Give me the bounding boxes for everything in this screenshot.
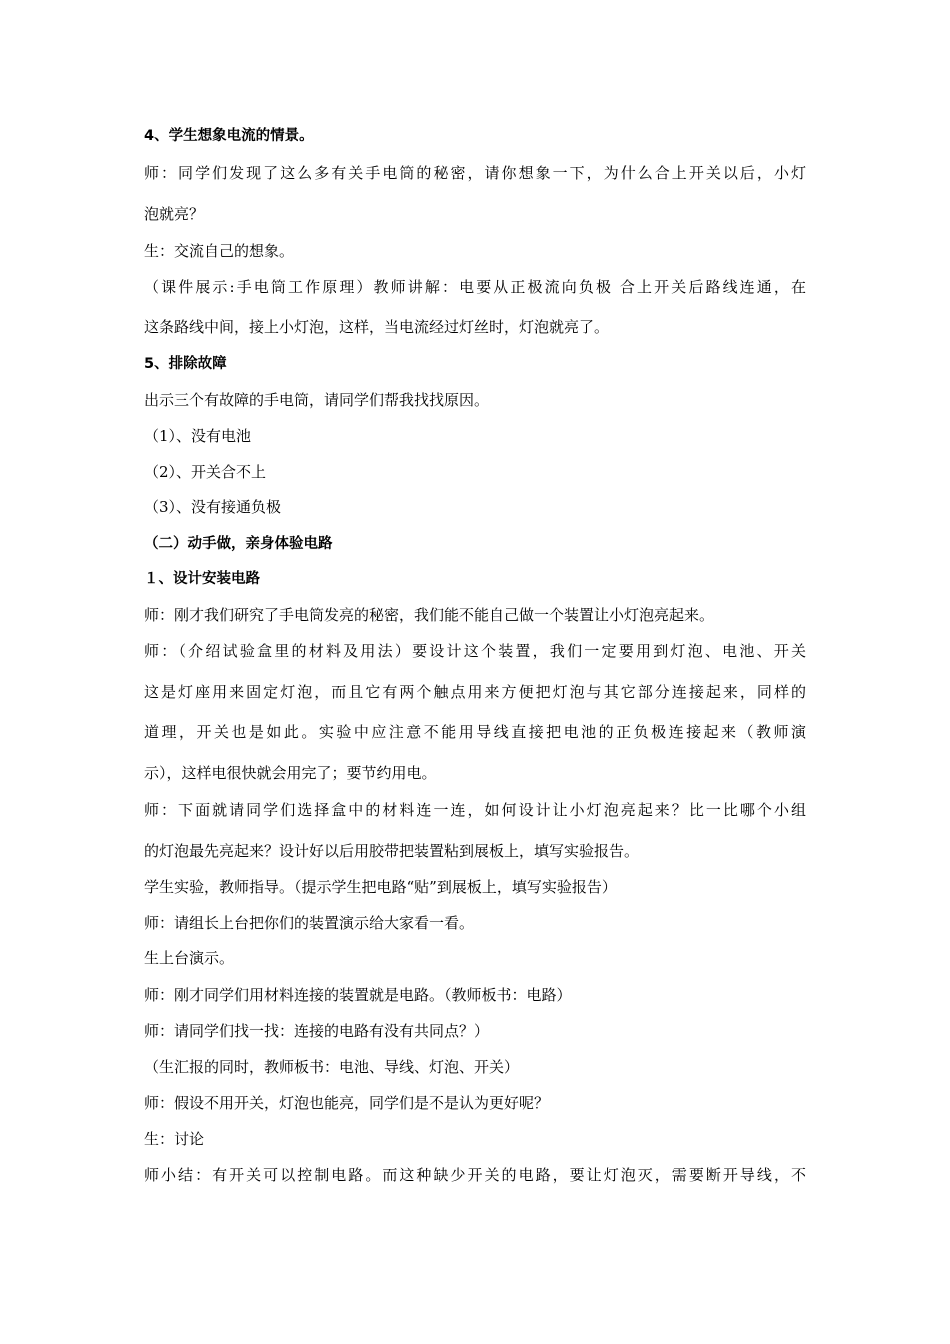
paragraph-line: 出示三个有故障的手电筒，请同学们帮我找找原因。: [144, 391, 490, 409]
paragraph-line: 这条路线中间，接上小灯泡，这样，当电流经过灯丝时，灯泡就亮了。: [144, 318, 610, 336]
paragraph-line: 师：同学们发现了这么多有关手电筒的秘密，请你想象一下，为什么合上开关以后，小灯: [144, 164, 806, 182]
heading-hands-on: （二）动手做，亲身体验电路: [144, 536, 333, 552]
paragraph-line: 生：交流自己的想象。: [144, 242, 295, 260]
paragraph-line: 的灯泡最先亮起来？设计好以后用胶带把装置粘到展板上，填写实验报告。: [144, 842, 640, 860]
paragraph-line: 师：刚才我们研究了手电筒发亮的秘密，我们能不能自己做一个装置让小灯泡亮起来。: [144, 606, 715, 624]
paragraph-line: 示），这样电很快就会用完了；要节约用电。: [144, 764, 437, 782]
list-item: （3）、没有接通负极: [144, 498, 282, 516]
paragraph-line: 师：刚才同学们用材料连接的装置就是电路。（教师板书：电路）: [144, 986, 572, 1004]
paragraph-line: 师：（介绍试验盒里的材料及用法）要设计这个装置，我们一定要用到灯泡、电池、开关: [144, 642, 806, 660]
heading-design-circuit: １、设计安装电路: [144, 571, 260, 587]
paragraph-line: 师小结：有开关可以控制电路。而这种缺少开关的电路，要让灯泡灭，需要断开导线，不: [144, 1166, 806, 1184]
paragraph-line: （生汇报的同时，教师板书：电池、导线、灯泡、开关）: [144, 1058, 520, 1076]
paragraph-line: 师：请组长上台把你们的装置演示给大家看一看。: [144, 914, 475, 932]
paragraph-line: 师：请同学们找一找：连接的电路有没有共同点？）: [144, 1022, 490, 1040]
paragraph-line: 学生实验，教师指导。（提示学生把电路“贴”到展板上，填写实验报告）: [144, 878, 617, 896]
heading-imagine-current: 4、学生想象电流的情景。: [144, 128, 314, 144]
paragraph-line: （课件展示:手电筒工作原理）教师讲解：电要从正极流向负极 合上开关后路线连通，在: [144, 278, 806, 296]
paragraph-line: 这是灯座用来固定灯泡，而且它有两个触点用来方便把灯泡与其它部分连接起来，同样的: [144, 683, 806, 701]
paragraph-line: 生：讨论: [144, 1130, 205, 1148]
paragraph-line: 生上台演示。: [144, 949, 235, 967]
list-item: （2）、开关合不上: [144, 463, 267, 481]
paragraph-line: 泡就亮？: [144, 205, 205, 223]
paragraph-line: 师：下面就请同学们选择盒中的材料连一连，如何设计让小灯泡亮起来？比一比哪个小组: [144, 801, 806, 819]
list-item: （1）、没有电池: [144, 427, 252, 445]
paragraph-line: 师：假设不用开关，灯泡也能亮，同学们是不是认为更好呢？: [144, 1094, 550, 1112]
paragraph-line: 道理，开关也是如此。实验中应注意不能用导线直接把电池的正负极连接起来（教师演: [144, 723, 806, 741]
heading-troubleshoot: 5、排除故障: [144, 356, 227, 372]
